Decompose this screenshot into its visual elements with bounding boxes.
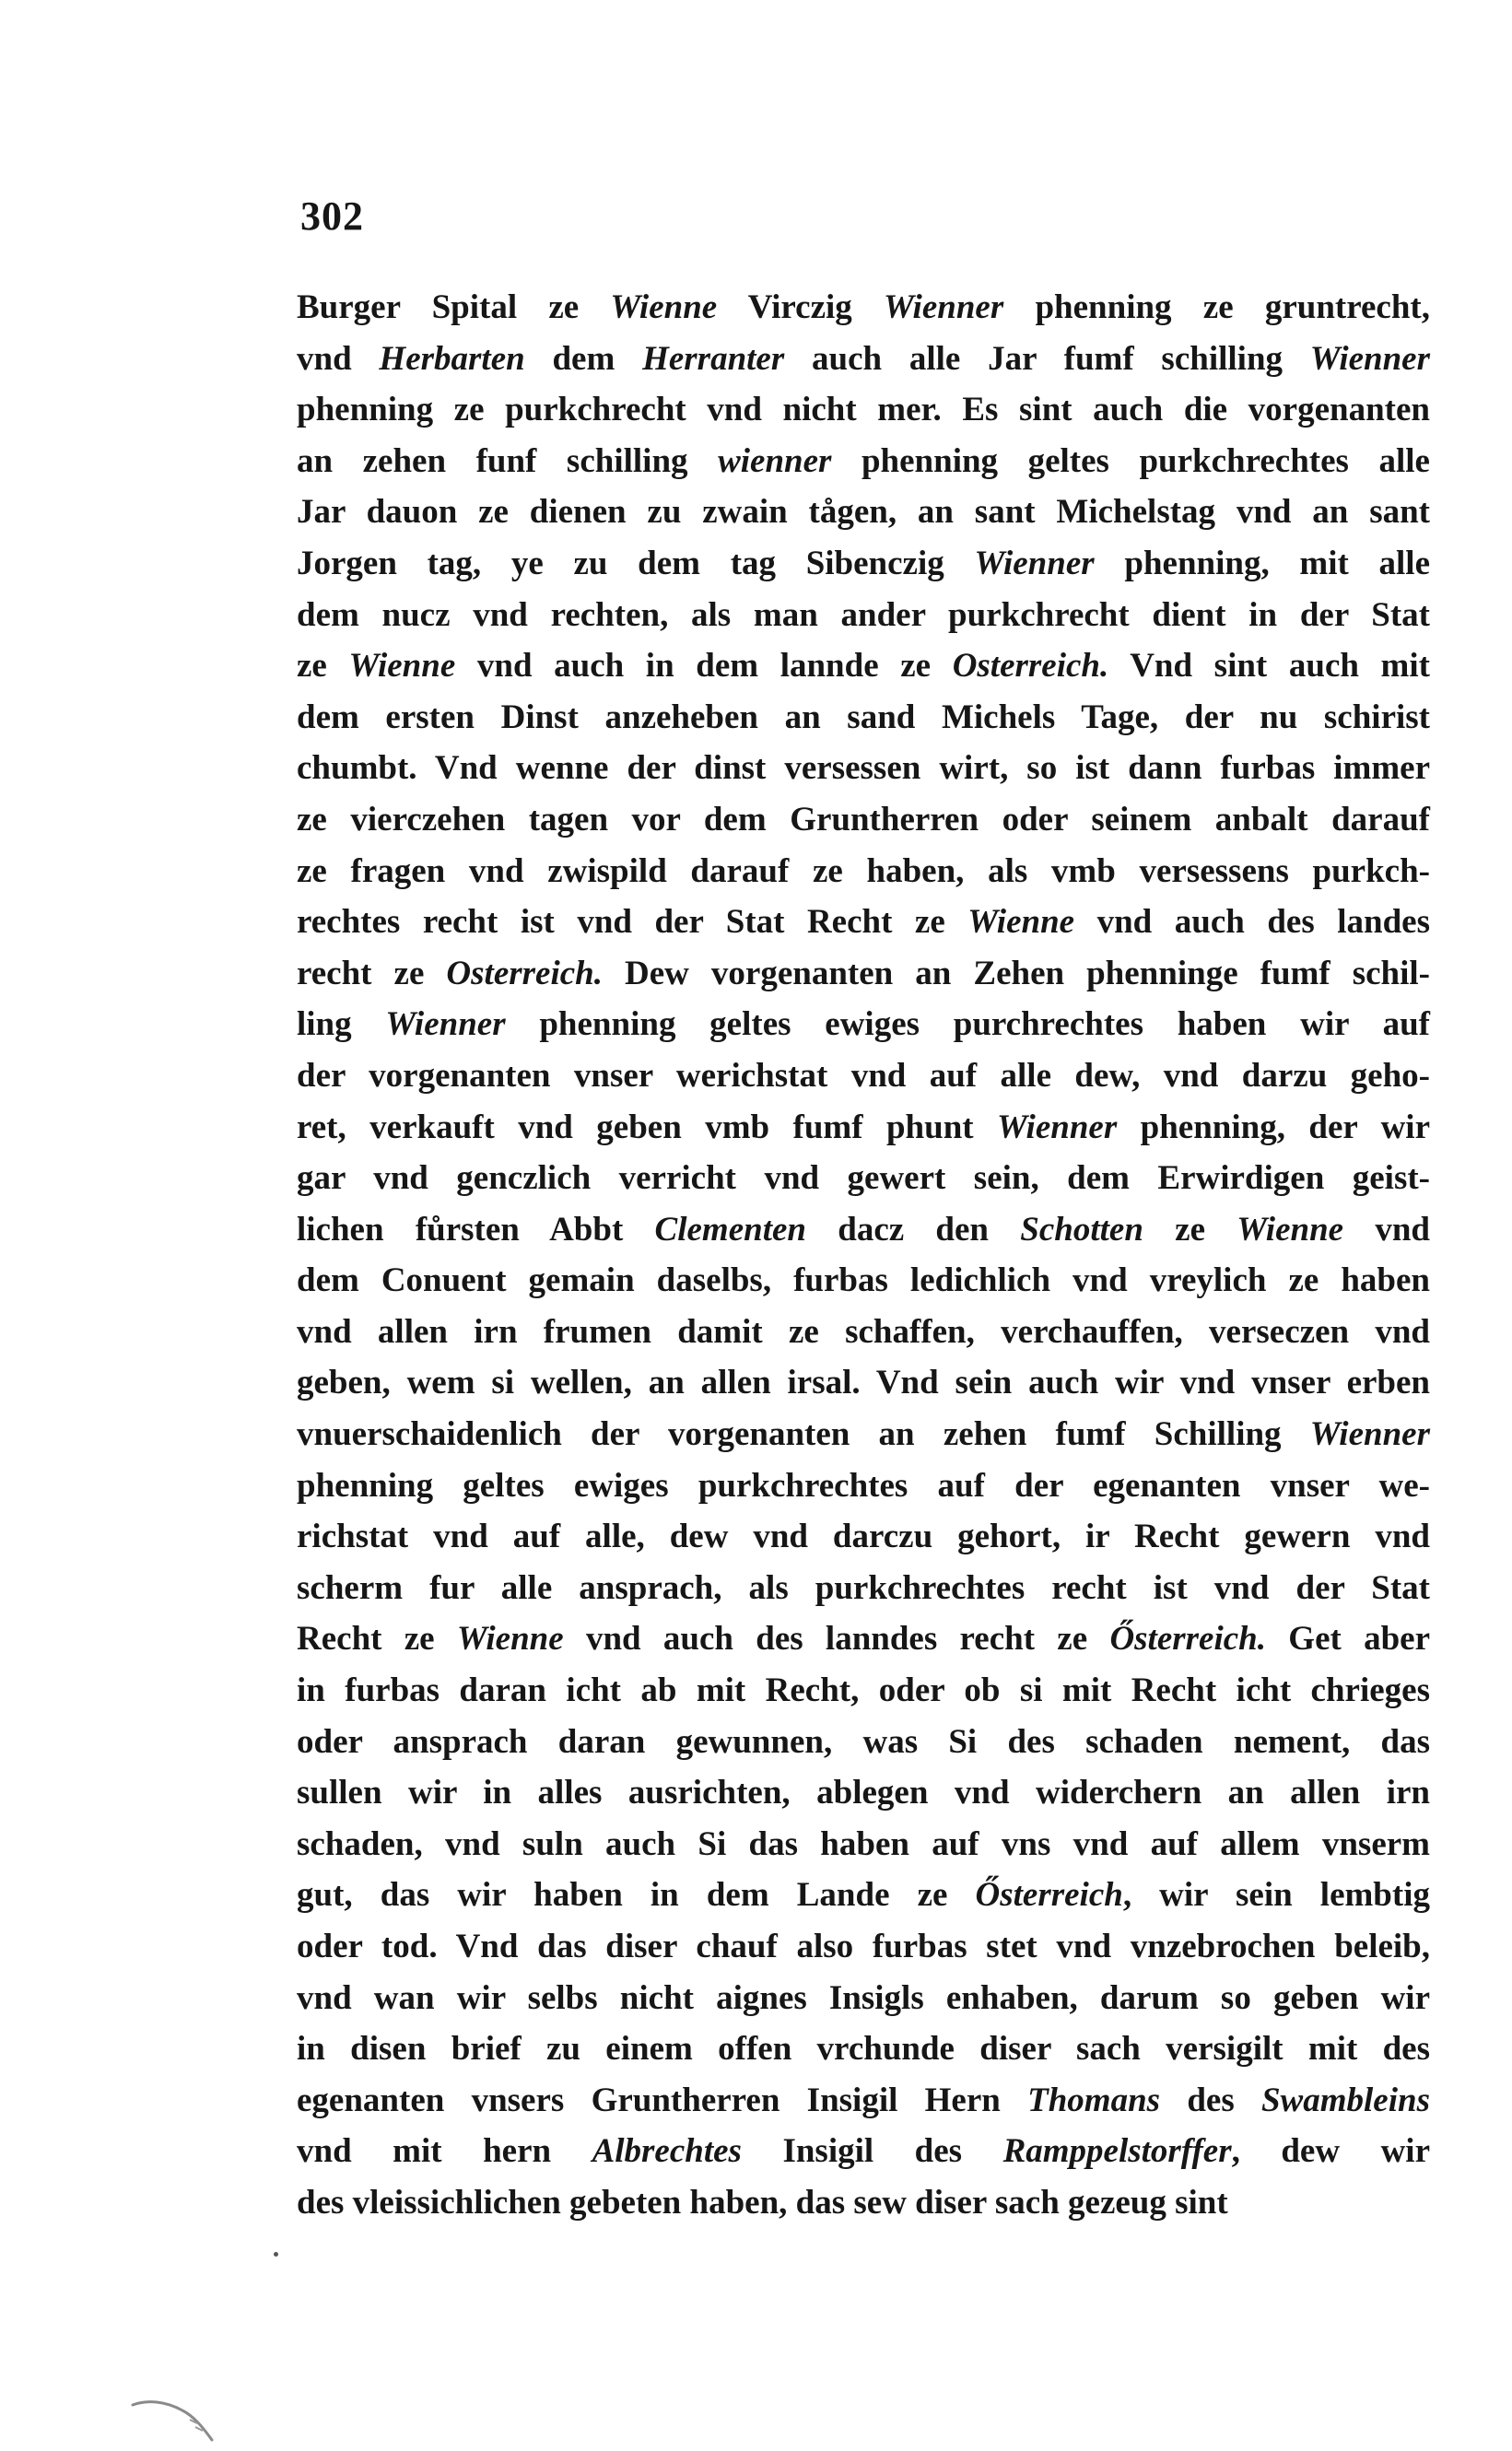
text-run: Burger Spital ze bbox=[297, 288, 611, 326]
text-line bbox=[297, 1153, 1430, 1204]
text-run: auch alle Jar fumf schilling bbox=[784, 339, 1310, 378]
italic-name: Clementen bbox=[654, 1210, 806, 1249]
italic-name: Wienner bbox=[385, 1005, 506, 1044]
text-run: schaden, vnd suln auch Si das haben auf vns vnd auf allem vnserm bbox=[297, 1824, 1430, 1863]
italic-name: Swambleins bbox=[1260, 2081, 1430, 2119]
italic-name: Herbarten bbox=[379, 339, 525, 378]
text-line bbox=[297, 999, 1430, 1050]
text-line bbox=[297, 1409, 1430, 1460]
text-run: Dew vorgenanten an Zehen phenninge fumf schil- bbox=[603, 954, 1431, 992]
italic-name: Wienne bbox=[610, 288, 718, 326]
text-run: phenning geltes ewiges purkchrechtes auf der egenanten vnser we- bbox=[297, 1466, 1430, 1505]
italic-name: Osterreich. bbox=[446, 954, 603, 992]
text-run: gut, das wir haben in dem Lande ze bbox=[297, 1876, 976, 1915]
text-line bbox=[297, 1819, 1430, 1870]
pencil-mark-icon bbox=[131, 2386, 241, 2451]
text-run: vnd auch des lanndes recht ze bbox=[563, 1620, 1110, 1659]
text-line bbox=[297, 1357, 1430, 1409]
text-run: ling bbox=[297, 1005, 386, 1044]
text-run: dem nucz vnd rechten, als man ander purkchrecht dient in der Stat bbox=[297, 595, 1430, 634]
text-line bbox=[297, 1665, 1430, 1717]
text-line bbox=[297, 1767, 1430, 1819]
text-run: oder tod. Vnd das diser chauf also furbas stet vnd vnzebrochen beleib, bbox=[297, 1928, 1430, 1965]
text-line bbox=[297, 538, 1430, 590]
text-run: Virczig bbox=[717, 288, 885, 326]
italic-name: Wienne bbox=[1237, 1210, 1344, 1249]
text-run: vnd auch des landes bbox=[1074, 903, 1430, 942]
italic-name: Ősterreich bbox=[975, 1876, 1123, 1915]
italic-name: Osterreich. bbox=[952, 647, 1109, 686]
text-run: ze bbox=[1143, 1210, 1237, 1249]
text-line bbox=[297, 640, 1430, 692]
text-run: Jorgen tag, ye zu dem tag Sibenczig bbox=[297, 544, 975, 582]
text-run: rechtes recht ist vnd der Stat Recht ze bbox=[297, 903, 968, 942]
text-run: ze bbox=[297, 647, 349, 686]
italic-name: Wienner bbox=[1309, 1415, 1430, 1454]
text-run: , dew wir bbox=[1231, 2132, 1430, 2171]
italic-name: Thomans bbox=[1027, 2081, 1161, 2119]
text-line bbox=[297, 1921, 1430, 1973]
text-run: vnd wan wir selbs nicht aignes Insigls enhaben, darum so geben wir bbox=[297, 1978, 1430, 2017]
text-run: richstat vnd auf alle, dew vnd darczu gehort, ir Recht gewern vnd bbox=[297, 1518, 1430, 1556]
italic-name: Albrechtes bbox=[592, 2132, 742, 2171]
text-run: Vnd sint auch mit bbox=[1108, 647, 1430, 686]
text-line bbox=[297, 743, 1430, 794]
text-run: phenning geltes purkchrechtes alle bbox=[831, 441, 1430, 480]
text-run: des bbox=[1160, 2081, 1261, 2119]
text-line bbox=[297, 897, 1430, 948]
italic-name: Wienne bbox=[967, 903, 1075, 942]
text-line bbox=[297, 487, 1430, 538]
text-run: egenanten vnsers Gruntherren Insigil Hern bbox=[297, 2081, 1028, 2119]
italic-name: Wienner bbox=[997, 1108, 1118, 1146]
text-line bbox=[297, 1563, 1430, 1614]
text-run: in disen brief zu einem offen vrchunde diser sach versigilt mit des bbox=[297, 2030, 1430, 2069]
text-run: phenning geltes ewiges purchrechtes haben wir auf bbox=[505, 1005, 1431, 1044]
text-line bbox=[297, 2023, 1430, 2075]
text-run: ret, verkauft vnd geben vmb fumf phunt bbox=[297, 1108, 998, 1146]
text-run: scherm fur alle ansprach, als purkchrechtes recht ist vnd der Stat bbox=[297, 1568, 1430, 1607]
text-run: lichen fůrsten Abbt bbox=[297, 1210, 655, 1249]
text-line bbox=[297, 384, 1430, 436]
text-run: Insigil des bbox=[741, 2132, 1003, 2171]
text-line bbox=[297, 436, 1430, 487]
text-run: Get aber bbox=[1266, 1620, 1431, 1659]
text-line bbox=[297, 1102, 1430, 1154]
text-run: der vorgenanten vnser werichstat vnd auf alle dew, vnd darzu geho- bbox=[297, 1056, 1430, 1095]
italic-name: Wienner bbox=[974, 544, 1095, 582]
italic-name: Schotten bbox=[1020, 1210, 1143, 1249]
text-run: Jar dauon ze dienen zu zwain tågen, an sant Michelstag vnd an sant bbox=[297, 493, 1430, 532]
text-run: vnd mit hern bbox=[297, 2132, 592, 2171]
text-run: chumbt. Vnd wenne der dinst versessen wirt, so ist dann furbas immer bbox=[297, 749, 1430, 788]
text-line bbox=[297, 1307, 1430, 1358]
text-line bbox=[297, 846, 1430, 897]
text-line bbox=[297, 1460, 1430, 1512]
text-run: oder ansprach daran gewunnen, was Si des schaden nement, das bbox=[297, 1722, 1430, 1761]
text-run: phenning, der wir bbox=[1117, 1108, 1430, 1146]
text-run: vnd bbox=[297, 339, 380, 378]
text-line bbox=[297, 282, 1430, 334]
text-line bbox=[297, 1973, 1430, 2024]
text-run: an zehen funf schilling bbox=[297, 441, 719, 480]
text-line bbox=[297, 2075, 1430, 2127]
italic-name: Wienner bbox=[1309, 339, 1431, 378]
text-run: dem ersten Dinst anzeheben an sand Michels Tage, der nu schirist bbox=[297, 698, 1430, 736]
text-line bbox=[297, 948, 1430, 1000]
italic-name: Wienne bbox=[348, 647, 456, 686]
page-number: 302 bbox=[300, 194, 364, 239]
text-run: vnuerschaidenlich der vorgenanten an zehen fumf Schilling bbox=[297, 1415, 1310, 1454]
text-line bbox=[297, 794, 1430, 846]
text-run: , wir sein lembtig bbox=[1122, 1876, 1430, 1915]
text-run: phenning, mit alle bbox=[1094, 544, 1430, 582]
text-run: gar vnd genczlich verricht vnd gewert sein, dem Erwirdigen geist- bbox=[297, 1159, 1430, 1198]
text-line bbox=[297, 2126, 1430, 2177]
text-line bbox=[297, 1050, 1430, 1102]
text-run: recht ze bbox=[297, 954, 447, 992]
italic-name: Ősterreich. bbox=[1109, 1620, 1267, 1659]
italic-name: Ramppelstorffer bbox=[1002, 2132, 1232, 2171]
text-run: vnd auch in dem lannde ze bbox=[455, 647, 953, 686]
speck-mark bbox=[274, 2252, 278, 2257]
text-run: des vleissichlichen gebeten haben, das sew diser sach gezeug sint bbox=[297, 2183, 1228, 2222]
text-run: vnd allen irn frumen damit ze schaffen, verchauffen, verseczen vnd bbox=[297, 1312, 1430, 1351]
text-line bbox=[297, 1613, 1430, 1665]
italic-name: wienner bbox=[718, 441, 832, 480]
text-line bbox=[297, 1717, 1430, 1768]
text-run: vnd bbox=[1343, 1210, 1430, 1249]
text-line bbox=[297, 1204, 1430, 1256]
text-run: dacz den bbox=[805, 1210, 1021, 1249]
text-run: phenning ze gruntrecht, bbox=[1003, 288, 1430, 326]
text-line bbox=[297, 1255, 1430, 1307]
text-run: dem bbox=[524, 339, 643, 378]
text-run: geben, wem si wellen, an allen irsal. Vnd sein auch wir vnd vnser erben bbox=[297, 1364, 1430, 1402]
text-line bbox=[297, 334, 1430, 385]
text-line bbox=[297, 1511, 1430, 1563]
text-run: sullen wir in alles ausrichten, ablegen vnd widerchern an allen irn bbox=[297, 1774, 1430, 1812]
text-run: ze vierczehen tagen vor dem Gruntherren oder seinem anbalt darauf bbox=[297, 800, 1430, 838]
italic-name: Wienne bbox=[456, 1620, 564, 1659]
text-line bbox=[297, 692, 1430, 744]
text-line bbox=[297, 1870, 1430, 1921]
text-run: dem Conuent gemain daselbs, furbas ledichlich vnd vreylich ze haben bbox=[297, 1261, 1430, 1300]
text-run: ze fragen vnd zwispild darauf ze haben, als vmb versessens purkch- bbox=[297, 851, 1430, 890]
text-run: in furbas daran icht ab mit Recht, oder ob si mit Recht icht chrieges bbox=[297, 1671, 1430, 1710]
italic-name: Wienner bbox=[884, 288, 1004, 326]
text-run: phenning ze purkchrecht vnd nicht mer. Es sint auch die vorgenanten bbox=[297, 391, 1430, 429]
text-run: Recht ze bbox=[297, 1620, 457, 1659]
text-line bbox=[297, 2177, 1430, 2229]
body-text bbox=[297, 282, 1430, 2229]
text-line bbox=[297, 590, 1430, 641]
italic-name: Herranter bbox=[642, 339, 785, 378]
